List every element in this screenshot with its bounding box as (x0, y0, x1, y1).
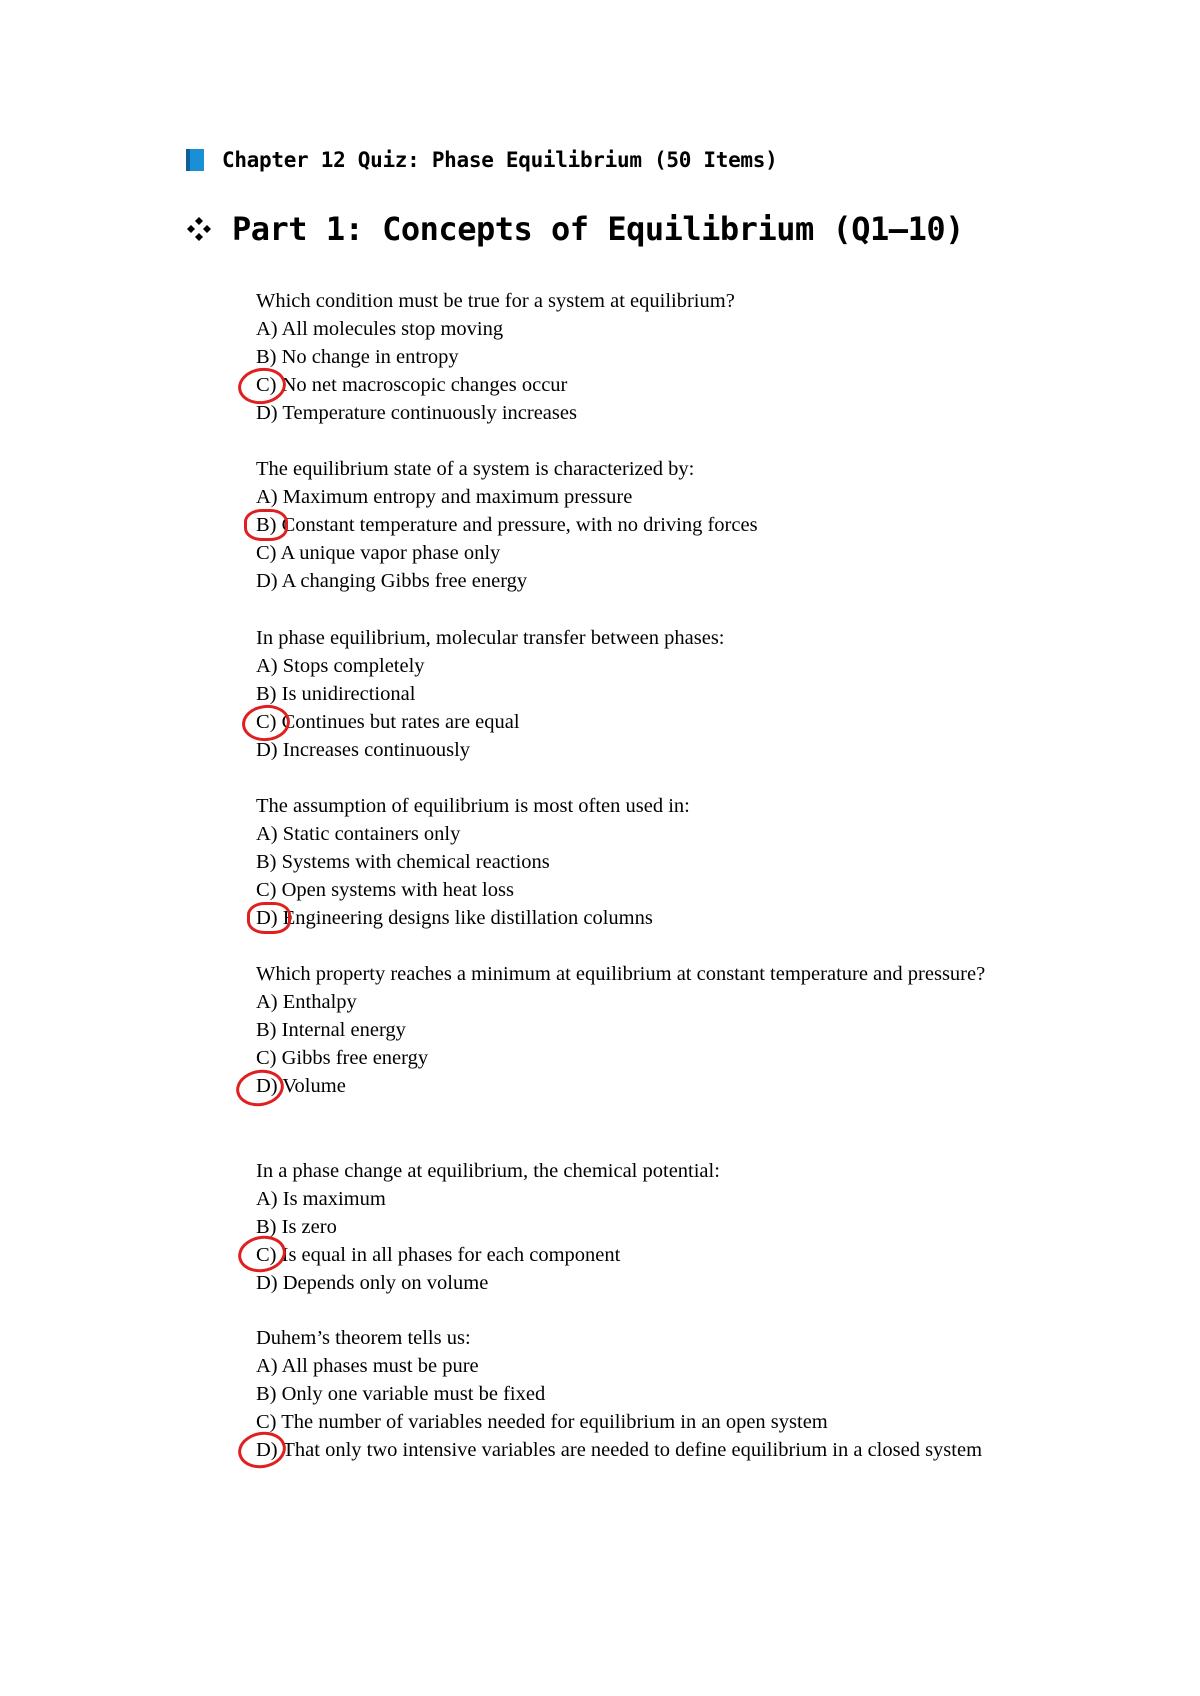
option-b: B) Systems with chemical reactions (256, 851, 550, 873)
option-b: B) Is unidirectional (256, 683, 416, 705)
question-block (256, 1157, 1056, 1297)
quiz-title (186, 148, 777, 172)
option-c: C) No net macroscopic changes occur (256, 374, 568, 396)
book-icon (186, 149, 204, 171)
quiz-title-text: Chapter 12 Quiz: Phase Equilibrium (50 Items) (222, 148, 778, 172)
option-d: D) A changing Gibbs free energy (256, 570, 528, 592)
part-heading-text: Part 1: Concepts of Equilibrium (Q1–10) (232, 210, 964, 248)
option-a: A) Static containers only (256, 823, 461, 845)
option-c: C) A unique vapor phase only (256, 542, 501, 564)
question-block (256, 287, 1056, 427)
question-block (256, 624, 1056, 764)
part-heading (186, 210, 964, 248)
diamond-icon (186, 216, 212, 242)
option-b: B) Constant temperature and pressure, with no driving forces (256, 514, 758, 536)
option-c: C) Gibbs free energy (256, 1047, 429, 1069)
question-stem: In a phase change at equilibrium, the chemical potential: (256, 1160, 720, 1182)
option-d: D) That only two intensive variables are needed to define equilibrium in a closed system (256, 1439, 983, 1461)
question-stem: Which condition must be true for a system at equilibrium? (256, 290, 735, 312)
option-a: A) All molecules stop moving (256, 318, 504, 340)
option-a: A) Enthalpy (256, 991, 357, 1013)
question-block (256, 1324, 1056, 1464)
option-b: B) Is zero (256, 1216, 337, 1238)
option-d: D) Volume (256, 1075, 346, 1097)
option-c: C) Continues but rates are equal (256, 711, 520, 733)
question-stem: Duhem’s theorem tells us: (256, 1327, 471, 1349)
option-b: B) Only one variable must be fixed (256, 1383, 546, 1405)
option-d: D) Increases continuously (256, 739, 471, 761)
question-stem: In phase equilibrium, molecular transfer between phases: (256, 627, 725, 649)
question-stem: The equilibrium state of a system is characterized by: (256, 458, 695, 480)
option-d: D) Temperature continuously increases (256, 402, 577, 424)
question-block (256, 960, 1056, 1100)
option-c: C) The number of variables needed for equilibrium in an open system (256, 1411, 828, 1433)
option-a: A) All phases must be pure (256, 1355, 479, 1377)
option-b: B) No change in entropy (256, 346, 459, 368)
question-block (256, 792, 1056, 932)
option-a: A) Is maximum (256, 1188, 386, 1210)
option-b: B) Internal energy (256, 1019, 406, 1041)
option-c: C) Is equal in all phases for each component (256, 1244, 621, 1266)
option-c: C) Open systems with heat loss (256, 879, 514, 901)
option-d: D) Engineering designs like distillation columns (256, 907, 653, 929)
question-stem: Which property reaches a minimum at equilibrium at constant temperature and pressure? (256, 963, 986, 985)
option-d: D) Depends only on volume (256, 1272, 489, 1294)
option-a: A) Maximum entropy and maximum pressure (256, 486, 633, 508)
option-a: A) Stops completely (256, 655, 425, 677)
question-block (256, 455, 1056, 595)
question-stem: The assumption of equilibrium is most often used in: (256, 795, 690, 817)
